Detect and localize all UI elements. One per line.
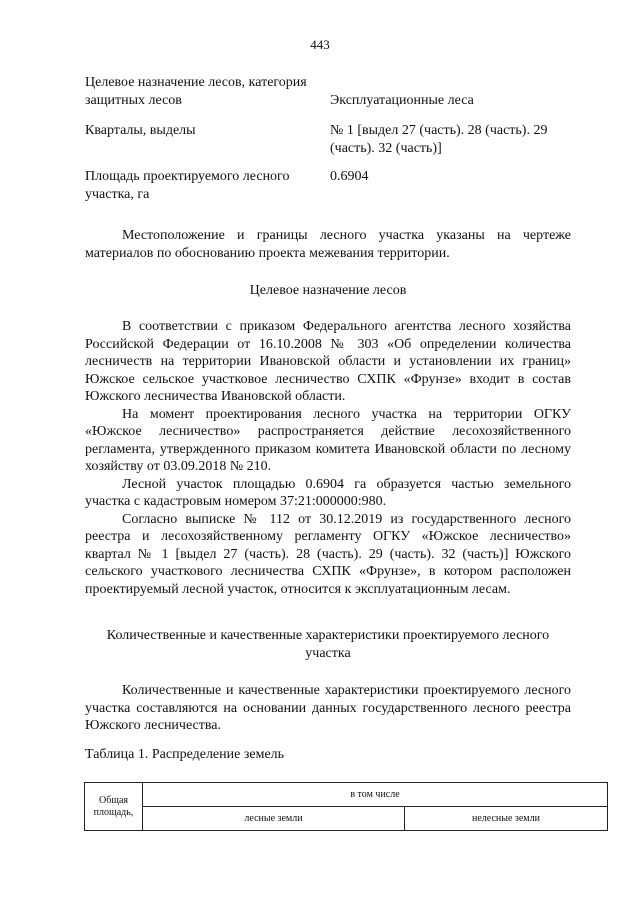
table-caption: Таблица 1. Распределение земель [85, 747, 285, 762]
info-label: Кварталы, выделы [85, 123, 196, 138]
info-row-quarters [85, 122, 585, 168]
info-label: Площадь проектируемого лесного участка, га [85, 169, 290, 202]
land-distribution-table [84, 782, 608, 831]
paragraph-text: Количественные и качественные характеристики проектируемого лесного участка составляются на основании данных государственного лесного реестра Южского лесничества. [85, 683, 571, 733]
paragraph-text: В соответствии с приказом Федерального агентства лесного хозяйства Российской Федерации от 16.10.2008 № 303 «Об определении количества лесничеств на территории Ивановской области и установлении их границ» Южское сельское участковое лесничество СХПК «Фрунзе» входит в состав Южского лесничества Ивановской области. [85, 319, 571, 404]
info-label: Целевое назначение лесов, категория защитных лесов [85, 75, 307, 108]
header-including: в том числе [143, 783, 608, 807]
header-nonforest-land: нелесные земли [405, 807, 608, 831]
header-total-area: Общая площадь, [85, 783, 143, 831]
info-table [85, 74, 585, 210]
page-number: 443 [310, 37, 330, 52]
section-body-purpose [85, 318, 571, 598]
section-heading-purpose: Целевое назначение лесов [249, 283, 407, 298]
info-value: № 1 [выдел 27 (часть). 28 (часть). 29 (часть). 32 (часть)] [330, 123, 548, 156]
paragraph-text: Лесной участок площадью 0.6904 га образуется частью земельного участка с кадастровым номером 37:21:000000:980. [85, 476, 571, 509]
paragraph-text: На момент проектирования лесного участка на территории ОГКУ «Южское лесничество» распространяется действие лесохозяйственного регламента, утвержденного приказом комитета Ивановской области по лесному хозяйству от 03.09.2018 № 210. [85, 406, 571, 474]
info-value: Эксплуатационные леса [330, 93, 474, 108]
section-body-characteristics [85, 682, 571, 735]
location-paragraph [85, 227, 571, 262]
info-value: 0.6904 [330, 169, 369, 184]
header-forest-land: лесные земли [143, 807, 405, 831]
info-row-area [85, 168, 585, 210]
paragraph-text: Согласно выписке № 112 от 30.12.2019 из государственного лесного реестра и лесохозяйственному регламенту ОГКУ «Южское лесничество» квартал № 1 [выдел 27 (часть). 28 (часть). 29 (часть). 32 (часть)] Южского сельского участкового лесничества СХПК «Фрунзе», в котором расположен проектируемый лесной участок, относится к эксплуатационным лесам. [85, 511, 571, 597]
section-heading-characteristics: Количественные и качественные характеристики проектируемого лесного участка [106, 628, 550, 661]
info-row-purpose [85, 74, 585, 122]
paragraph-text: Местоположение и границы лесного участка указаны на чертеже материалов по обоснованию проекта межевания территории. [85, 228, 571, 261]
